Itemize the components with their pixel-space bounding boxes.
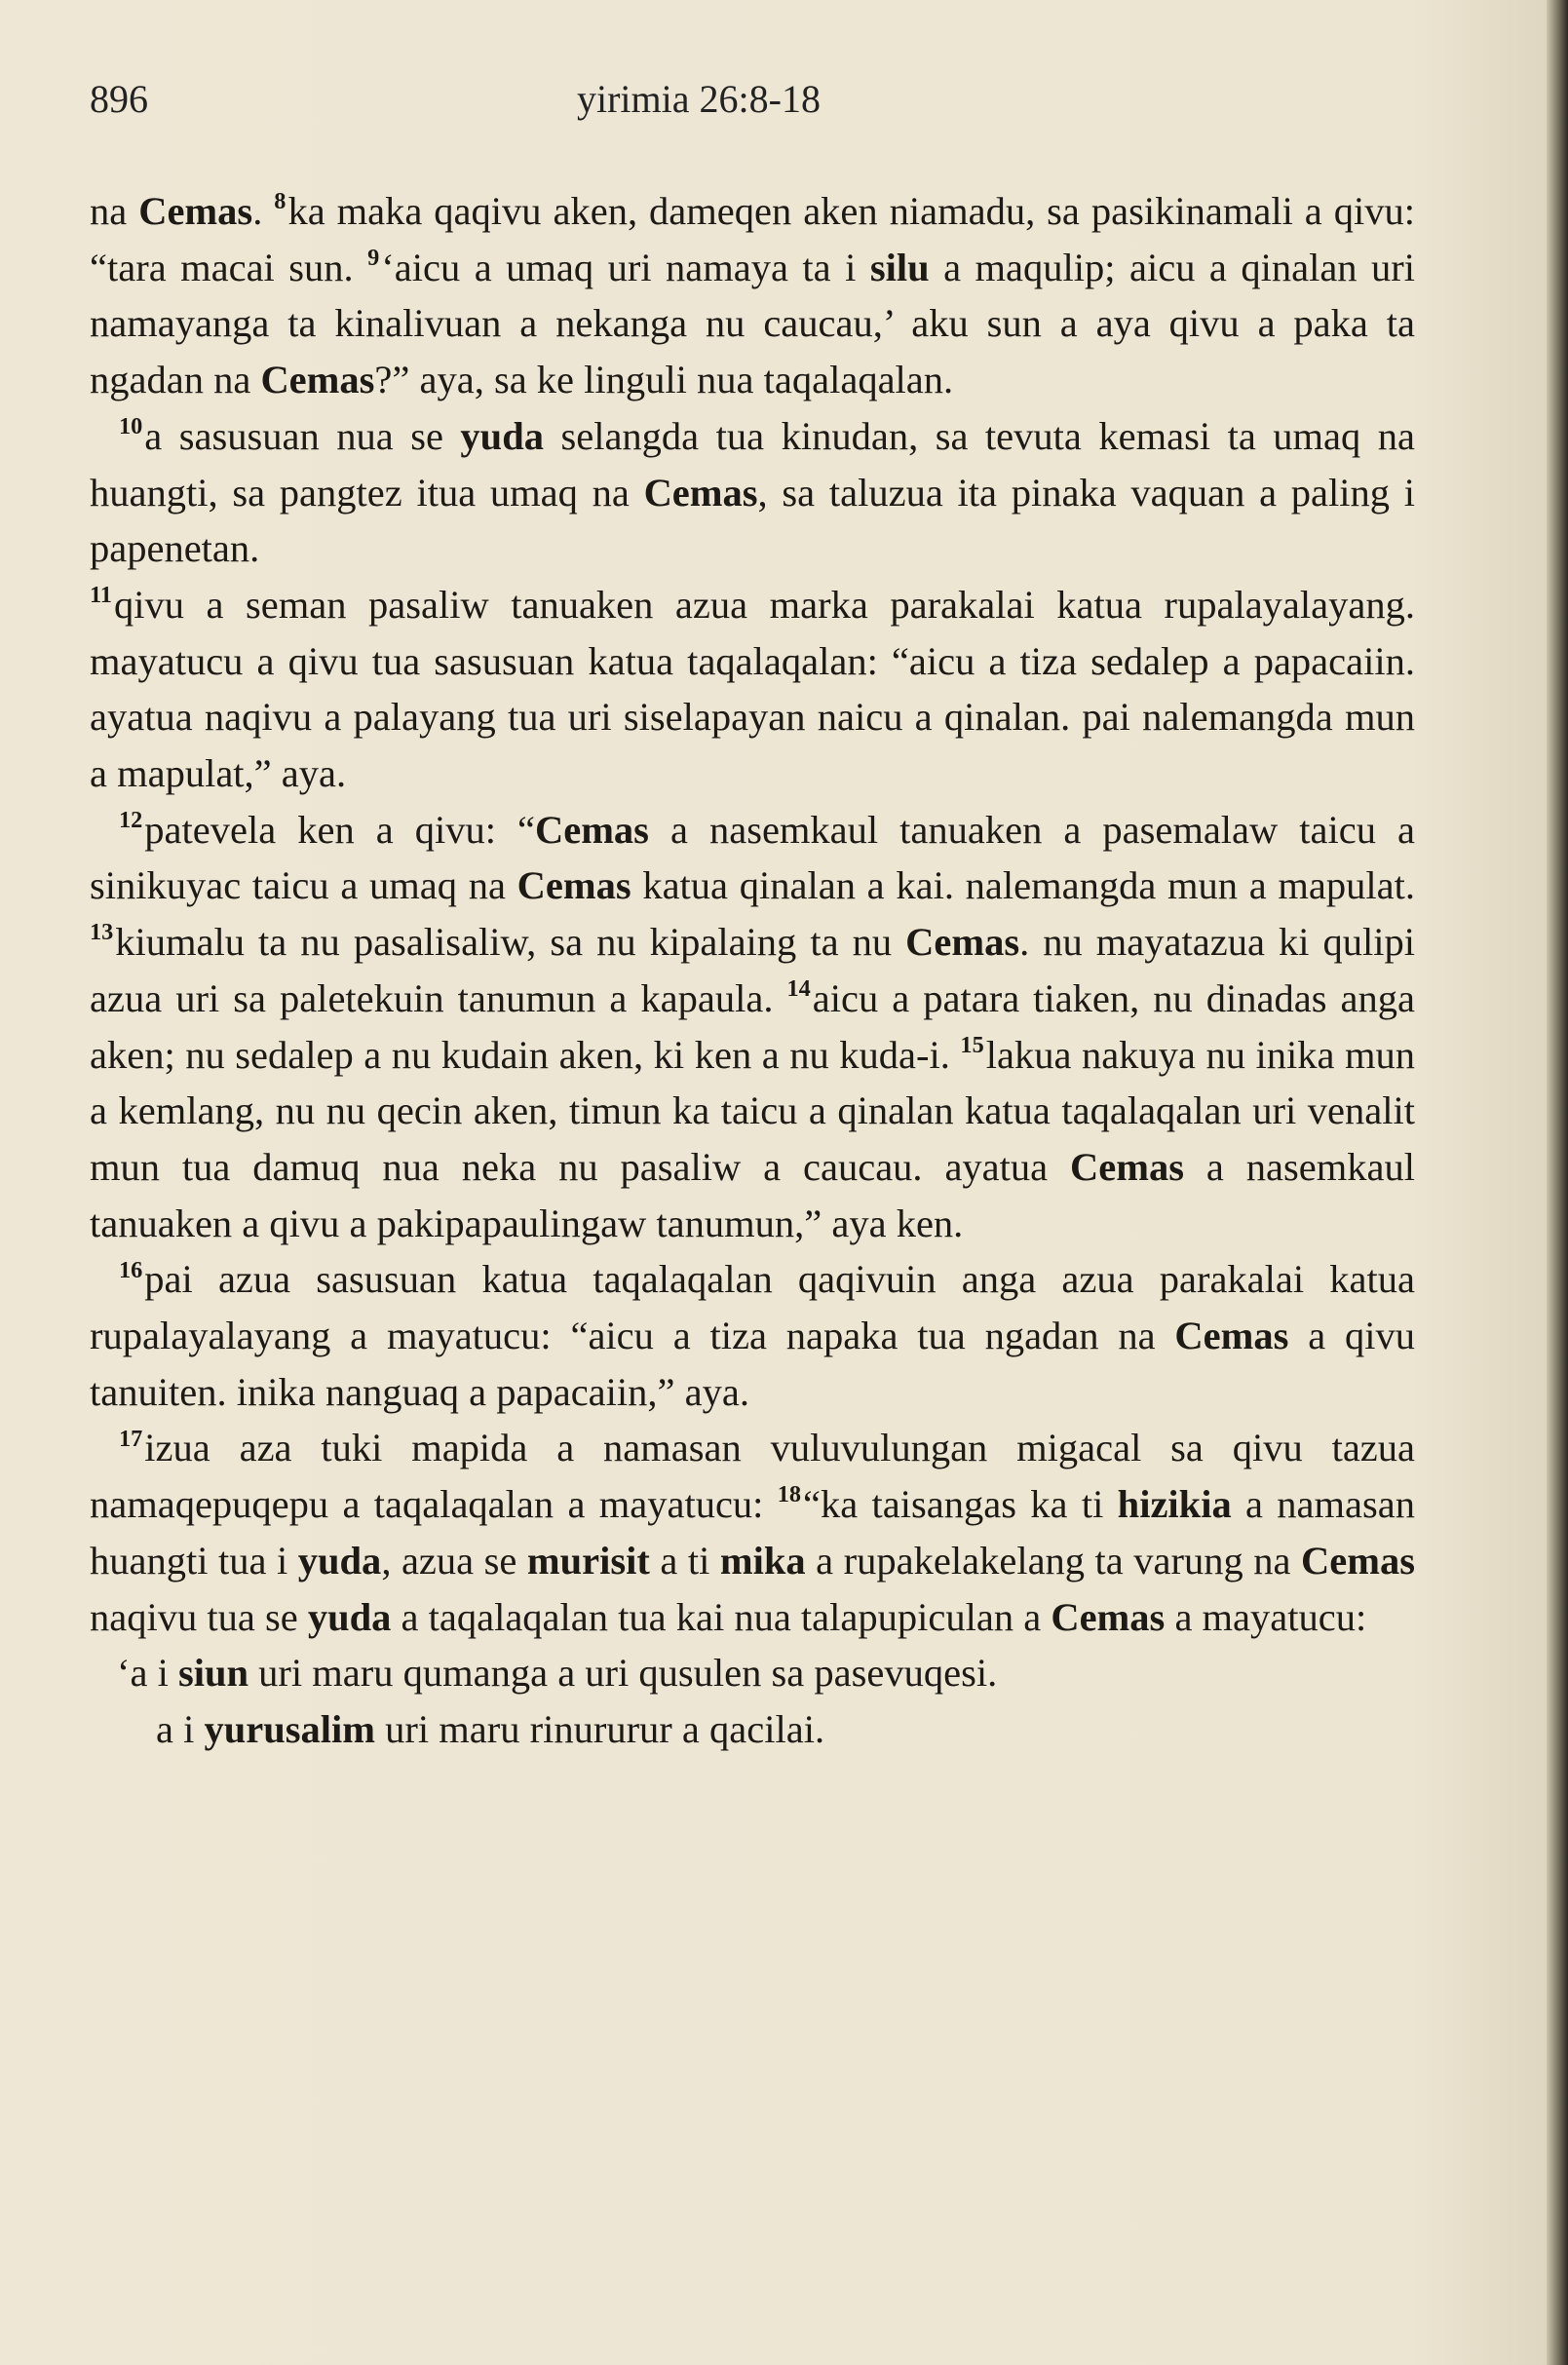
- text-run: .: [252, 189, 275, 233]
- text-run: uri maru rinururur a qacilai.: [375, 1706, 825, 1751]
- divine-name: Cemas: [1301, 1538, 1415, 1583]
- text-run: ka maka qaqivu aken, dameqen aken niamadu, sa pasikinamali a qivu: “tara macai sun.: [90, 189, 1415, 289]
- paragraph: [90, 802, 1415, 1252]
- verse-number: 11: [90, 582, 112, 609]
- text-run: . nu mayatazua ki qulipi azua uri sa paletekuin tanumun a kapaula.: [90, 920, 1415, 1020]
- place-name: murisit: [526, 1538, 650, 1583]
- person-name: mika: [719, 1538, 806, 1583]
- place-name: siun: [177, 1651, 249, 1696]
- text-run: a taqalaqalan tua kai nua talapupiculan a: [391, 1594, 1052, 1639]
- paragraph: [90, 577, 1415, 802]
- text-run: qivu a seman pasaliw tanuaken azua marka parakalai katua rupalayalayang. mayatucu a qivu tua sasusuan katua taqalaqalan: “aicu a tiza sedalep a papacaiin. ayatua naqivu a palayang tua uri siselapayan naicu a qinalan. pai nalemangda mun a mapulat,” aya.: [90, 582, 1415, 796]
- text-run: katua qinalan a kai. nalemangda mun a mapulat.: [631, 863, 1415, 908]
- text-run: a rupakelakelang ta varung na: [805, 1538, 1302, 1583]
- text-run: a nasemkaul tanuaken a qivu a pakipapaulingaw tanumun,” aya ken.: [90, 1144, 1415, 1245]
- text-run: a i: [156, 1706, 205, 1751]
- text-run: pai azua sasusuan katua taqalaqalan qaqivuin anga azua parakalai katua rupalayalayang a mayatucu: “aicu a tiza napaka tua ngadan na: [90, 1257, 1415, 1358]
- divine-name: Cemas: [905, 920, 1020, 965]
- text-run: a mayatucu:: [1165, 1594, 1367, 1639]
- book-spine-shadow: [1547, 0, 1568, 2365]
- verse-number: 8: [274, 188, 287, 215]
- text-run: , sa taluzua ita pinaka vaquan a paling i papenetan.: [90, 470, 1415, 571]
- verse-number: 17: [119, 1425, 143, 1452]
- verse-number: 15: [960, 1031, 984, 1058]
- page-number: 896: [90, 77, 148, 121]
- paragraph: [90, 183, 1415, 408]
- place-name: yuda: [307, 1594, 392, 1639]
- text-run: na: [90, 189, 139, 233]
- text-run: a namasan huangti tua i: [90, 1482, 1415, 1583]
- text-run: ‘aicu a umaq uri namaya ta i: [381, 245, 870, 289]
- text-run: naqivu tua se: [90, 1594, 308, 1639]
- text-run: izua aza tuki mapida a namasan vuluvulungan migacal sa qivu tazua namaqepuqepu a taqalaqalan a mayatucu:: [90, 1426, 1415, 1527]
- text-run: a qivu tanuiten. inika nanguaq a papacaiin,” aya.: [90, 1314, 1415, 1414]
- paragraph: [90, 1420, 1415, 1645]
- divine-name: Cemas: [516, 863, 631, 908]
- chapter-reference: yirimia 26:8-18: [577, 77, 821, 121]
- verse-number: 12: [119, 806, 143, 833]
- text-run: a ti: [649, 1538, 720, 1583]
- person-name: hizikia: [1117, 1482, 1232, 1527]
- divine-name: Cemas: [643, 470, 758, 515]
- paragraph: [90, 408, 1415, 577]
- verse-number: 13: [90, 919, 114, 946]
- divine-name: Cemas: [260, 358, 375, 402]
- verse-number: 9: [367, 244, 380, 271]
- divine-name: Cemas: [1070, 1144, 1185, 1189]
- text-run: selangda tua kinudan, sa tevuta kemasi ta umaq na huangti, sa pangtez itua umaq na: [90, 413, 1415, 515]
- place-name: yuda: [297, 1538, 382, 1583]
- poem-line: [90, 1645, 1415, 1701]
- verse-number: 16: [119, 1256, 143, 1283]
- body-text: [90, 183, 1415, 1758]
- place-name: yurusalim: [204, 1706, 376, 1751]
- divine-name: Cemas: [1051, 1594, 1166, 1639]
- text-run: aicu a patara tiaken, nu dinadas anga aken; nu sedalep a nu kudain aken, ki ken a nu kuda-i.: [90, 975, 1415, 1077]
- place-name: silu: [869, 245, 930, 289]
- running-header: [90, 76, 1490, 134]
- text-run: ‘a i: [117, 1651, 178, 1696]
- text-run: ?” aya, sa ke linguli nua taqalaqalan.: [374, 358, 954, 402]
- text-run: , azua se: [381, 1538, 527, 1583]
- text-run: lakua nakuya nu inika mun a kemlang, nu nu qecin aken, timun ka taicu a qinalan katua taqalaqalan uri venalit mun tua damuq nua neka nu pasaliw a caucau. ayatua: [90, 1032, 1416, 1189]
- text-run: a maqulip; aicu a qinalan uri namayanga ta kinalivuan a nekanga nu caucau,’ aku sun a aya qivu a paka ta ngadan na: [90, 245, 1416, 402]
- text-run: “ka taisangas ka ti: [803, 1482, 1118, 1527]
- text-run: kiumalu ta nu pasalisaliw, sa nu kipalaing ta nu: [115, 920, 906, 965]
- text-run: uri maru qumanga a uri qusulen sa pasevuqesi.: [249, 1651, 998, 1696]
- divine-name: Cemas: [534, 807, 649, 852]
- text-run: a nasemkaul tanuaken a pasemalaw taicu a sinikuyac taicu a umaq na: [90, 807, 1415, 908]
- divine-name: Cemas: [138, 189, 253, 233]
- verse-number: 10: [119, 413, 143, 440]
- paragraph: [90, 1251, 1415, 1420]
- poem-line: [90, 1701, 1415, 1758]
- place-name: yuda: [460, 413, 544, 458]
- verse-number: 18: [777, 1481, 802, 1508]
- text-run: patevela ken a qivu: “: [144, 807, 535, 852]
- verse-number: 14: [786, 975, 811, 1003]
- text-run: a sasusuan nua se: [144, 413, 461, 458]
- divine-name: Cemas: [1174, 1314, 1289, 1358]
